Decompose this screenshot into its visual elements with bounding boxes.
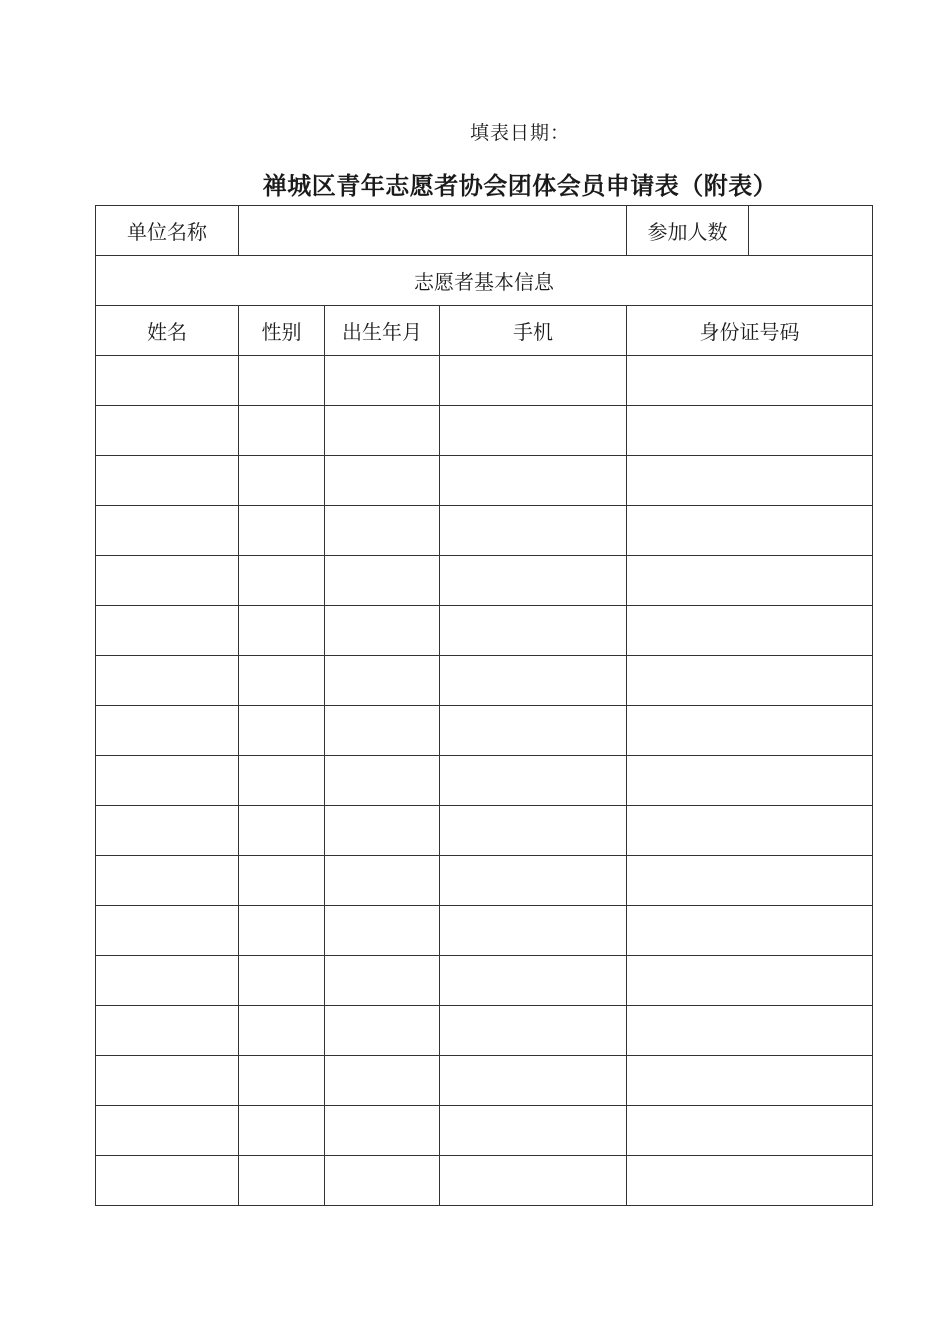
name-cell[interactable] <box>96 856 239 906</box>
birth-cell[interactable] <box>325 1006 440 1056</box>
table-row <box>96 1156 873 1206</box>
birth-cell[interactable] <box>325 656 440 706</box>
section-row <box>96 256 873 306</box>
name-cell[interactable] <box>96 456 239 506</box>
birth-cell[interactable] <box>325 956 440 1006</box>
gender-cell[interactable] <box>239 1106 325 1156</box>
column-header-birth: 出生年月 <box>325 306 440 356</box>
birth-cell[interactable] <box>325 456 440 506</box>
phone-cell[interactable] <box>440 806 627 856</box>
birth-cell[interactable] <box>325 406 440 456</box>
id-number-cell[interactable] <box>627 956 873 1006</box>
id-number-cell[interactable] <box>627 456 873 506</box>
name-cell[interactable] <box>96 356 239 406</box>
name-cell[interactable] <box>96 756 239 806</box>
table-row <box>96 456 873 506</box>
birth-cell[interactable] <box>325 506 440 556</box>
phone-cell[interactable] <box>440 756 627 806</box>
phone-cell[interactable] <box>440 956 627 1006</box>
birth-cell[interactable] <box>325 606 440 656</box>
gender-cell[interactable] <box>239 656 325 706</box>
unit-name-label: 单位名称 <box>96 206 239 256</box>
id-number-cell[interactable] <box>627 906 873 956</box>
name-cell[interactable] <box>96 606 239 656</box>
birth-cell[interactable] <box>325 706 440 756</box>
gender-cell[interactable] <box>239 956 325 1006</box>
name-cell[interactable] <box>96 956 239 1006</box>
birth-cell[interactable] <box>325 1056 440 1106</box>
table-row <box>96 1106 873 1156</box>
fill-date-label: 填表日期： <box>470 122 571 144</box>
name-cell[interactable] <box>96 1006 239 1056</box>
birth-cell[interactable] <box>325 1106 440 1156</box>
unit-row <box>96 206 873 256</box>
gender-cell[interactable] <box>239 456 325 506</box>
birth-cell[interactable] <box>325 356 440 406</box>
phone-cell[interactable] <box>440 1006 627 1056</box>
name-cell[interactable] <box>96 806 239 856</box>
table-row <box>96 606 873 656</box>
name-cell[interactable] <box>96 1056 239 1106</box>
unit-name-field[interactable] <box>239 206 627 256</box>
gender-cell[interactable] <box>239 606 325 656</box>
table-row <box>96 356 873 406</box>
phone-cell[interactable] <box>440 406 627 456</box>
id-number-cell[interactable] <box>627 1106 873 1156</box>
table-row <box>96 706 873 756</box>
phone-cell[interactable] <box>440 606 627 656</box>
phone-cell[interactable] <box>440 556 627 606</box>
gender-cell[interactable] <box>239 906 325 956</box>
gender-cell[interactable] <box>239 856 325 906</box>
birth-cell[interactable] <box>325 556 440 606</box>
participant-count-label: 参加人数 <box>627 206 749 256</box>
phone-cell[interactable] <box>440 356 627 406</box>
birth-cell[interactable] <box>325 906 440 956</box>
id-number-cell[interactable] <box>627 806 873 856</box>
column-header-id-number: 身份证号码 <box>627 306 873 356</box>
id-number-cell[interactable] <box>627 656 873 706</box>
section-title: 志愿者基本信息 <box>96 256 873 306</box>
id-number-cell[interactable] <box>627 1006 873 1056</box>
id-number-cell[interactable] <box>627 756 873 806</box>
phone-cell[interactable] <box>440 656 627 706</box>
participant-count-field[interactable] <box>749 206 873 256</box>
table-row <box>96 806 873 856</box>
column-header-gender: 性别 <box>239 306 325 356</box>
phone-cell[interactable] <box>440 856 627 906</box>
page-title: 禅城区青年志愿者协会团体会员申请表（附表） <box>262 172 778 200</box>
birth-cell[interactable] <box>325 806 440 856</box>
birth-cell[interactable] <box>325 856 440 906</box>
name-cell[interactable] <box>96 1106 239 1156</box>
gender-cell[interactable] <box>239 556 325 606</box>
column-header-name: 姓名 <box>96 306 239 356</box>
column-header-phone: 手机 <box>440 306 627 356</box>
id-number-cell[interactable] <box>627 506 873 556</box>
birth-cell[interactable] <box>325 756 440 806</box>
application-table <box>95 205 873 1206</box>
table-row <box>96 756 873 806</box>
name-cell[interactable] <box>96 506 239 556</box>
table-row <box>96 906 873 956</box>
phone-cell[interactable] <box>440 456 627 506</box>
gender-cell[interactable] <box>239 506 325 556</box>
gender-cell[interactable] <box>239 1006 325 1056</box>
id-number-cell[interactable] <box>627 356 873 406</box>
name-cell[interactable] <box>96 406 239 456</box>
gender-cell[interactable] <box>239 1156 325 1206</box>
gender-cell[interactable] <box>239 1056 325 1106</box>
name-cell[interactable] <box>96 706 239 756</box>
name-cell[interactable] <box>96 906 239 956</box>
phone-cell[interactable] <box>440 1106 627 1156</box>
table-row <box>96 856 873 906</box>
id-number-cell[interactable] <box>627 1056 873 1106</box>
id-number-cell[interactable] <box>627 606 873 656</box>
phone-cell[interactable] <box>440 1156 627 1206</box>
table-row <box>96 956 873 1006</box>
table-row <box>96 1056 873 1106</box>
name-cell[interactable] <box>96 1156 239 1206</box>
table-row <box>96 556 873 606</box>
phone-cell[interactable] <box>440 1056 627 1106</box>
name-cell[interactable] <box>96 656 239 706</box>
id-number-cell[interactable] <box>627 556 873 606</box>
table-row <box>96 656 873 706</box>
gender-cell[interactable] <box>239 756 325 806</box>
phone-cell[interactable] <box>440 506 627 556</box>
gender-cell[interactable] <box>239 806 325 856</box>
birth-cell[interactable] <box>325 1156 440 1206</box>
gender-cell[interactable] <box>239 356 325 406</box>
id-number-cell[interactable] <box>627 406 873 456</box>
table-row <box>96 1006 873 1056</box>
gender-cell[interactable] <box>239 706 325 756</box>
phone-cell[interactable] <box>440 906 627 956</box>
table-row <box>96 406 873 456</box>
id-number-cell[interactable] <box>627 706 873 756</box>
column-header-row <box>96 306 873 356</box>
name-cell[interactable] <box>96 556 239 606</box>
phone-cell[interactable] <box>440 706 627 756</box>
table-row <box>96 506 873 556</box>
id-number-cell[interactable] <box>627 856 873 906</box>
id-number-cell[interactable] <box>627 1156 873 1206</box>
gender-cell[interactable] <box>239 406 325 456</box>
